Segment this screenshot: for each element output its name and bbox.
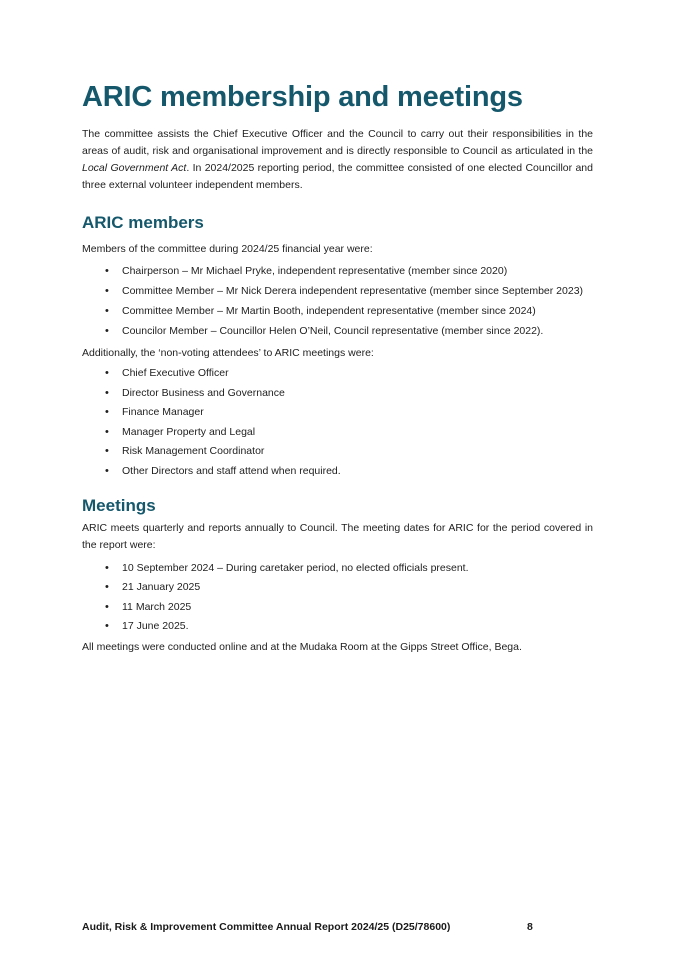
intro-text-after: . In 2024/2025 reporting period, the committee consisted of one elected Councillor and three external volunteer independent members. (82, 162, 593, 191)
section-heading-meetings: Meetings (82, 495, 156, 515)
attendee-list-item: • Risk Management Coordinator (82, 443, 593, 460)
attendee-list-item: • Chief Executive Officer (82, 365, 593, 382)
attendee-list-item: • Other Directors and staff attend when required. (82, 463, 593, 480)
intro-text-before: The committee assists the Chief Executive Officer and the Council to carry out their responsibilities in the areas of audit, risk and organisational improvement and is directly responsible to Council as articulated in the (82, 128, 593, 157)
attendees-lead: Additionally, the ‘non-voting attendees’ to ARIC meetings were: (82, 347, 374, 359)
member-list-item: • Chairperson – Mr Michael Pryke, independent representative (member since 2020) (82, 263, 593, 280)
meeting-date-item: • 21 January 2025 (82, 579, 593, 596)
page-title: ARIC membership and meetings (82, 81, 523, 113)
meeting-date-item: • 10 September 2024 – During caretaker period, no elected officials present. (82, 560, 593, 577)
page-content (82, 0, 593, 656)
meeting-dates-list (82, 560, 593, 636)
intro-text-italic-act-name: Local Government Act (82, 162, 187, 174)
attendee-list-item: • Director Business and Governance (82, 385, 593, 402)
meeting-date-item: • 11 March 2025 (82, 599, 593, 616)
intro-paragraph (82, 126, 593, 194)
members-lead: Members of the committee during 2024/25 financial year were: (82, 243, 373, 255)
footer-page-number: 8 (527, 921, 533, 933)
attendee-list (82, 365, 593, 480)
member-list-item: • Councilor Member – Councillor Helen O’Neil, Council representative (member since 2022). (82, 323, 593, 340)
footer-document-title: Audit, Risk & Improvement Committee Annual Report 2024/25 (D25/78600) (82, 921, 451, 933)
attendee-list-item: • Finance Manager (82, 404, 593, 421)
attendee-list-item: • Manager Property and Legal (82, 424, 593, 441)
meeting-date-item: • 17 June 2025. (82, 618, 593, 635)
member-list-item: • Committee Member – Mr Nick Derera independent representative (member since September 2023) (82, 283, 593, 300)
section-heading-aric-members: ARIC members (82, 213, 204, 232)
closing-paragraph: All meetings were conducted online and at the Mudaka Room at the Gipps Street Office, Bega. (82, 641, 522, 653)
member-list (82, 263, 593, 340)
meetings-lead: ARIC meets quarterly and reports annually to Council. The meeting dates for ARIC for the period covered in the report were: (82, 521, 593, 551)
member-list-item: • Committee Member – Mr Martin Booth, independent representative (member since 2024) (82, 303, 593, 320)
